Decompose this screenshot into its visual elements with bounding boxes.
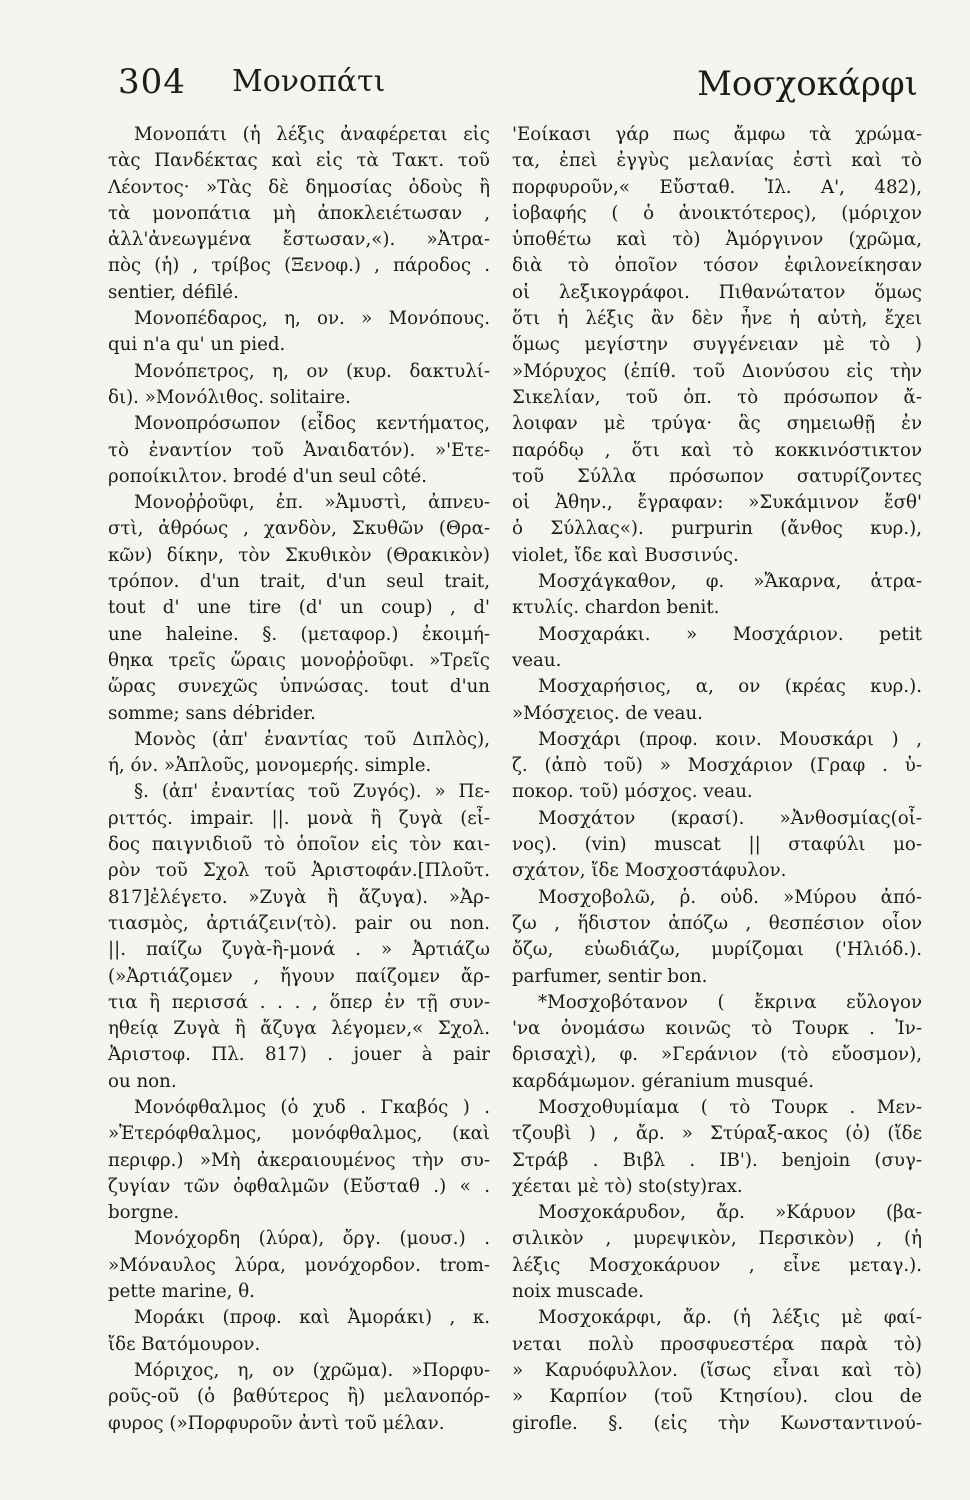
text-line: ζω , ἥδιστον ἀπόζω , θεσπέσιον οἷον [512,912,922,934]
text-line: somme; sans débrider. [108,702,316,724]
text-line: ρὸν τοῦ Σχολ τοῦ Ἀριστοφάν.[Πλοῦτ. [108,860,490,882]
text-line: » Καρπίον (τοῦ Κτησίου). clou de [512,1386,922,1408]
text-line: ποκορ. τοῦ) μόσχος. veau. [512,781,753,803]
right-running-head: Μοσχοκάρφι [697,64,918,104]
text-line: »Μόρυχος (ἐπίθ. τοῦ Διονύσου εἰς τὴν [512,360,922,382]
left-column [108,122,490,1437]
text-line: Ἀριστοφ. Πλ. 817) . jouer à pair [108,1044,490,1066]
text-line: ||. παίζω ζυγὰ-ἢ-μονά . » Ἀρτιάζω [108,939,490,961]
text-line: διὰ τὸ ὁποῖον τόσον ἐφιλονείκησαν [512,255,922,277]
text-line: tout d' une tire (d' un coup) , d' [108,597,490,619]
text-line: τοῦ Σύλλα πρόσωπον σατυρίζοντες [512,465,922,487]
text-line: δρισαχὶ), φ. »Γεράνιον (τὸ εὔοσμον), [512,1044,922,1066]
text-line: 'Εοίκασι γάρ πως ἄμφω τὰ χρώμα- [512,124,922,145]
text-line: δι). »Μονόλιθος. solitaire. [108,386,351,408]
text-line: Μονοῤῥοῦφι, ἐπ. »Ἀμυστὶ, ἀπνευ- [134,492,490,514]
text-line: borgne. [108,1202,180,1224]
text-line: Μονοπέδαρος, η, ον. » Μονόπους. [134,308,490,330]
text-line: λοιφαν μὲ τρύγα· ἃς σημειωθῇ ἐν [512,413,922,435]
text-line: Μόριχος, η, ον (χρῶμα). »Πορφυ- [134,1359,490,1381]
text-line: Σικελίαν, τοῦ ὀπ. τὸ πρόσωπον ἄ- [512,386,922,408]
text-line: qui n'a qu' un pied. [108,334,286,356]
text-line: »Ἑτερόφθαλμος, μονόφθαλμος, (καὶ [108,1123,490,1145]
text-line: οἱ λεξικογράφοι. Πιθανώτατον ὅμως [512,281,922,303]
text-line: Μοσχάγκαθον, φ. »Ἄκαρνα, ἀτρα- [538,571,922,593]
left-running-head: Μονοπάτι [232,64,386,99]
text-line: ή, όν. »Ἁπλοῦς, μονομερής. simple. [108,755,432,777]
text-line: κῶν) δίκην, τὸν Σκυθικὸν (Θρακικὸν) [108,544,490,566]
text-line: Μονόφθαλμος (ὁ χυδ . Γκαβός ) . [134,1096,490,1118]
text-line: 'να ὀνομάσω κοινῶς τὸ Τουρκ . Ἰν- [512,1018,922,1040]
text-line: ροῦς-οῦ (ὁ βαθύτερος ἢ) μελανοπόρ- [108,1386,490,1408]
text-line: ηθείᾳ Ζυγὰ ἢ ἄζυγα λέγομεν,« Σχολ. [108,1018,490,1040]
text-line: παρόδῳ , ὅτι καὶ τὸ κοκκινόστικτον [512,439,922,461]
text-line: ἰοβαφής ( ὁ ἀνοικτότερος), (μόριχον [512,202,922,224]
text-line: ὁ Σύλλας«). purpurin (ἄνθος κυρ.), [512,518,922,540]
text-line: θηκα τρεῖς ὥραις μονοῤῥοῦφι. »Τρεῖς [108,649,490,671]
text-line: καρδάμωμον. géranium musqué. [512,1070,815,1092]
text-line: pette marine, θ. [108,1281,255,1303]
text-line: τὰ μονοπάτια μὴ ἀποκλειέτωσαν , [108,202,490,224]
text-line: Μοσχοκάρφι, ἄρ. (ἡ λέξις μὲ φαί- [538,1307,922,1329]
page-header [0,62,970,112]
text-line: Μοσχαράκι. » Μοσχάριον. petit [538,623,922,645]
text-line: ὑποθέτω καὶ τὸ) Ἀμόργινον (χρῶμα, [512,229,922,251]
text-line: λέξις Μοσχοκάρυον , εἶνε μεταγ.). [512,1254,922,1276]
text-line: une haleine. §. (μεταφορ.) ἐκοιμή- [108,623,490,645]
page-number: 304 [118,62,186,102]
text-line: noix muscade. [512,1281,645,1303]
text-line: τὰς Πανδέκτας καὶ εἰς τὰ Τακτ. τοῦ [108,150,490,172]
text-line: Μονοπρόσωπον (εἶδος κεντήματος, [134,413,490,435]
text-line: parfumer, sentir bon. [512,965,708,987]
text-line: τια ἢ περισσά . . . , ὅπερ ἐν τῇ συν- [108,991,490,1013]
text-line: ὄζω, εὐωδιάζω, μυρίζομαι ('Ηλιόδ.). [512,939,922,961]
text-line: νεται πολὺ προσφυεστέρα παρὰ τὸ) [512,1333,922,1355]
text-line: σχάτον, ἴδε Μοσχοστάφυλον. [512,860,787,882]
text-line: Λέοντος· »Τὰς δὲ δημοσίας ὁδοὺς ἢ [108,176,490,198]
text-line: νος). (vin) muscat || σταφύλι μο- [512,834,922,856]
text-line: Μοσχοθυμίαμα ( τὸ Τουρκ . Μεν- [538,1096,922,1118]
text-line: ὥρας συνεχῶς ὑπνώσας. tout d'un [108,676,490,698]
text-line: girofle. §. (εἰς τὴν Κωνσταντινού- [512,1412,922,1434]
text-line: περιφρ.) »Μὴ ἀκεραιουμένος τὴν συ- [108,1149,490,1171]
text-line: violet, ἴδε καὶ Βυσσινύς. [512,544,739,566]
text-line: κτυλίς. chardon benit. [512,597,720,619]
text-line: χέεται μὲ τὸ) sto(sty)rax. [512,1175,743,1197]
text-line: ζ. (ἀπὸ τοῦ) » Μοσχάριον (Γραφ . ὑ- [512,755,922,777]
text-line: *Μοσχοβότανον ( ἔκρινα εὔλογον [538,991,922,1013]
text-line: Μοσχοκάρυδον, ἄρ. »Κάρυον (βα- [538,1202,922,1224]
text-line: ριττός. impair. ||. μονὰ ἢ ζυγὰ (εἶ- [108,807,490,829]
text-line: Μονόπετρος, η, ον (κυρ. δακτυλί- [134,360,490,382]
text-line: sentier, défilé. [108,281,239,303]
text-line: 817]ἐλέγετο. »Ζυγὰ ἢ ἄζυγα). »Ἀρ- [108,886,490,908]
text-line: Μονόχορδη (λύρα), ὄργ. (μουσ.) . [134,1228,490,1250]
text-line: Μοσχοβολῶ, ῥ. οὐδ. »Μύρου ἀπό- [538,886,922,908]
text-line: στὶ, ἀθρόως , χανδὸν, Σκυθῶν (Θρα- [108,518,490,540]
text-line: τα, ἐπεὶ ἐγγὺς μελανίας ἐστὶ καὶ τὸ [512,150,922,172]
text-line: ou non. [108,1070,177,1092]
text-line: Μονοπάτι (ἡ λέξις ἀναφέρεται εἰς [134,124,490,145]
text-line: Στράβ . Βιβλ . ΙΒ'). benjoin (συγ- [512,1149,922,1171]
text-line: τὸ ἐναντίον τοῦ Ἀναιδατόν). »'Ετε- [108,439,490,461]
text-line: φυρος (»Πορφυροῦν ἀντὶ τοῦ μέλαν. [108,1412,445,1434]
text-line: σιλικὸν , μυρεψικὸν, Περσικὸν) , (ἡ [512,1228,922,1250]
text-line: ροποίκιλτον. brodé d'un seul côté. [108,465,428,487]
text-line: »Μόσχειος. de veau. [512,702,703,724]
text-line: ὅτι ἡ λέξις ἂν δὲν ἦνε ἡ αὐτὴ, ἔχει [512,308,922,330]
text-line: (»Ἀρτιάζομεν , ἤγουν παίζομεν ἄρ- [108,965,490,987]
text-line: Μοράκι (προφ. καὶ Ἀμοράκι) , κ. [134,1307,490,1329]
text-line: »Μόναυλος λύρα, μονόχορδον. trom- [108,1254,490,1276]
text-line: ὅμως μεγίστην συγγένειαν μὲ τὸ ) [512,334,922,356]
text-line: ἀλλ'ἀνεωγμένα ἔστωσαν,«). »Ἀτρα- [108,229,490,251]
text-line: δος παιγνιδιοῦ τὸ ὁποῖον εἰς τὸν και- [108,834,490,856]
text-line: §. (ἀπ' ἐναντίας τοῦ Ζυγός). » Πε- [134,781,490,803]
text-line: Μοσχάρι (προφ. κοιν. Μουσκάρι ) , [538,728,922,750]
text-line: ζυγίαν τῶν ὀφθαλμῶν (Εὔσταθ .) « . [108,1175,490,1197]
right-column [512,122,922,1437]
text-line: Μονὸς (ἀπ' ἐναντίας τοῦ Διπλὸς), [134,728,490,750]
text-line: τρόπον. d'un trait, d'un seul trait, [108,571,490,593]
text-line: τιασμὸς, ἀρτιάζειν(τὸ). pair ou non. [108,912,490,934]
text-line: Μοσχαρήσιος, α, ον (κρέας κυρ.). [538,676,922,698]
text-line: veau. [512,649,562,671]
text-line: πὸς (ἡ) , τρίβος (Ξενοφ.) , πάροδος . [108,255,490,277]
text-line: » Καρυόφυλλον. (ἴσως εἶναι καὶ τὸ) [512,1359,922,1381]
text-line: πορφυροῦν,« Εὔσταθ. Ἰλ. Α', 482), [512,176,922,198]
text-line: Μοσχάτον (κρασί). »Ἀνθοσμίας(οἶ- [538,807,922,829]
text-line: τζουβὶ ) , ἄρ. » Στύραξ-ακος (ὁ) (ἴδε [512,1123,922,1145]
text-line: οἱ Ἀθην., ἔγραφαν: »Συκάμινον ἔσθ' [512,492,922,514]
text-line: ἴδε Βατόμουρον. [108,1333,261,1355]
